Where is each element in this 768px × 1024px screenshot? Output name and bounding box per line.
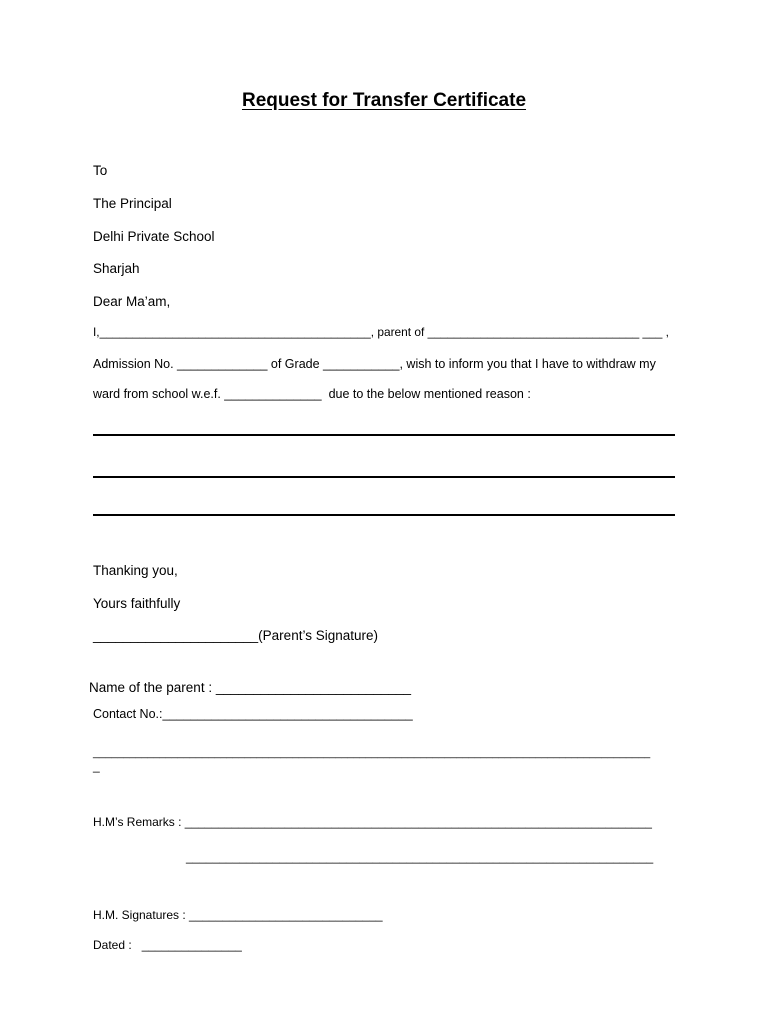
closing-thanks: Thanking you, [93, 563, 178, 578]
document-title: Request for Transfer Certificate [241, 90, 527, 111]
address-school: Delhi Private School [93, 229, 215, 244]
withdrawal-date-line: ward from school w.e.f. ______________ due to the below mentioned reason : [93, 387, 531, 401]
parent-of-line: I,_________________________________________, parent of ________________________________ ___ , [93, 325, 669, 339]
closing-yours: Yours faithfully [93, 596, 181, 611]
reason-line [93, 434, 675, 436]
address-to: To [93, 163, 108, 178]
parent-signature-line: ______________________(Parent’s Signature) [93, 628, 378, 643]
address-city: Sharjah [93, 261, 140, 276]
reason-line [93, 514, 675, 516]
address-recipient: The Principal [93, 196, 172, 211]
salutation: Dear Ma’am, [93, 294, 171, 309]
contact-number-line: Contact No.:____________________________________ [93, 707, 413, 721]
parent-name-line: Name of the parent : __________________________ [89, 680, 412, 695]
hm-remarks-continuation: ______________________________________________________________________ [186, 850, 654, 864]
hm-signatures-line: H.M. Signatures : _____________________________ [93, 908, 383, 922]
reason-line [93, 476, 675, 478]
dated-line: Dated : _______________ [93, 938, 242, 952]
separator-line-tail: _ [93, 759, 100, 773]
hm-remarks-line: H.M’s Remarks : ______________________________________________________________________ [93, 815, 652, 829]
separator-line: ____________________________________________________________________________________________ [93, 747, 651, 759]
admission-grade-line: Admission No. _____________ of Grade ___________, wish to inform you that I have to withdraw my [93, 357, 656, 371]
